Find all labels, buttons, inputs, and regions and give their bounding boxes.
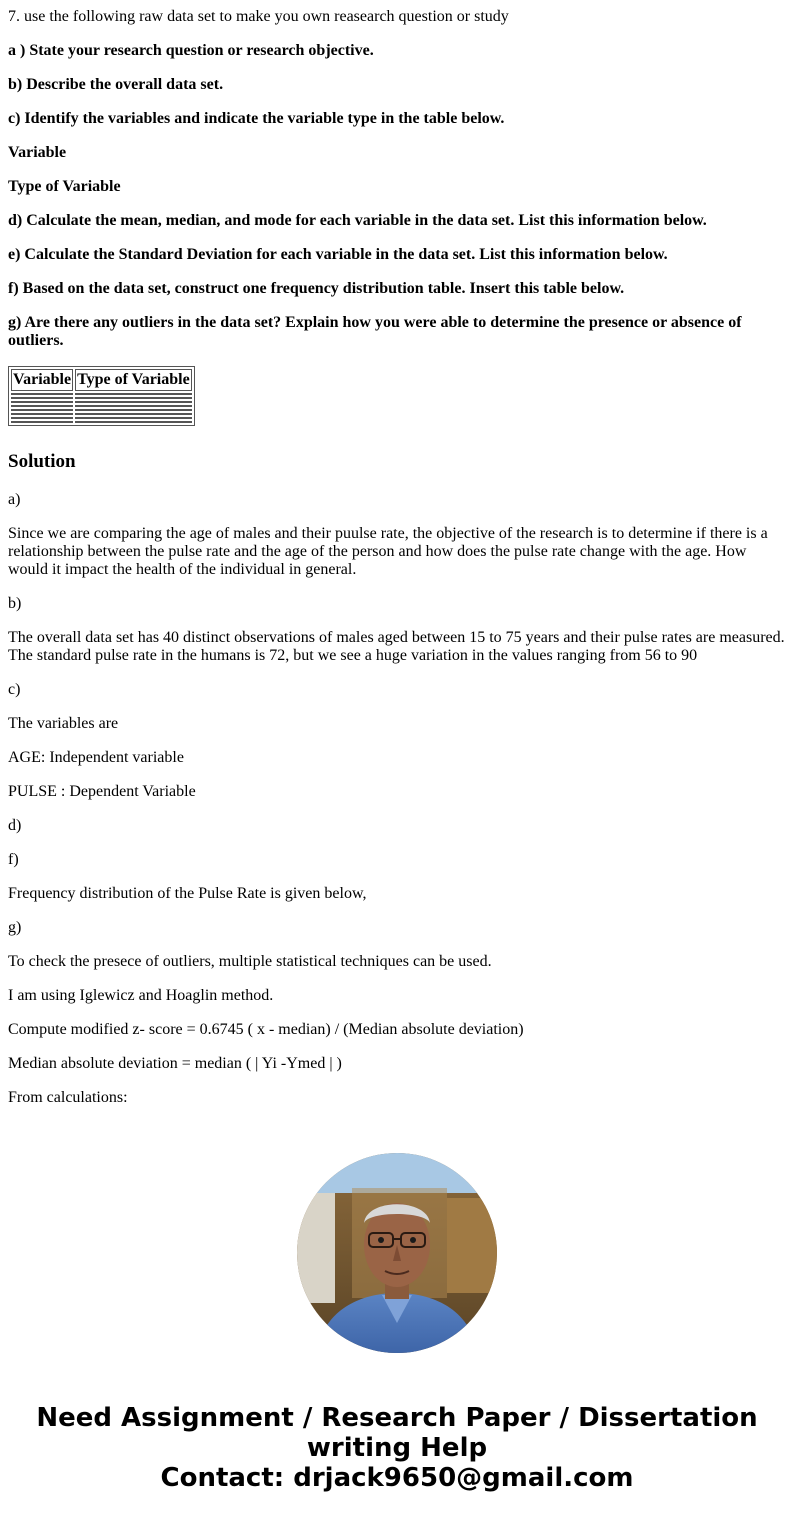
- table-header-variable: Variable: [11, 369, 73, 391]
- question-a: a ) State your research question or research objective.: [8, 42, 374, 59]
- solution-c-label: c): [8, 681, 21, 698]
- solution-b-text: The overall data set has 40 distinct observations of males aged between 15 to 75 years and their pulse rates are measured. The standard pulse rate in the humans is 72, but we see a huge variation in the values ranging from 56 to 90: [8, 629, 785, 664]
- table-row: [11, 413, 192, 415]
- tutor-photo-icon: [297, 1153, 497, 1353]
- question-g: g) Are there any outliers in the data set? Explain how you were able to determine the presence or absence of outliers.: [8, 314, 742, 349]
- table-cell: [75, 409, 192, 411]
- table-row: [11, 397, 192, 399]
- table-cell: [11, 397, 73, 399]
- solution-f-label: f): [8, 851, 19, 868]
- solution-c-intro: The variables are: [8, 715, 119, 732]
- table-cell: [11, 405, 73, 407]
- table-cell: [75, 405, 192, 407]
- solution-c-pulse: PULSE : Dependent Variable: [8, 783, 196, 800]
- question-b: b) Describe the overall data set.: [8, 76, 224, 93]
- solution-b-label: b): [8, 595, 22, 612]
- table-cell: [75, 421, 192, 423]
- solution-heading: Solution: [8, 451, 76, 472]
- solution-g-text3: Compute modified z- score = 0.6745 ( x - median) / (Median absolute deviation): [8, 1021, 524, 1038]
- table-cell: [11, 417, 73, 419]
- solution-g-text5: From calculations:: [8, 1089, 128, 1106]
- solution-g-text2: I am using Iglewicz and Hoaglin method.: [8, 987, 274, 1004]
- table-cell: [11, 401, 73, 403]
- table-header-type: Type of Variable: [75, 369, 192, 391]
- table-cell: [75, 393, 192, 395]
- solution-a-text: Since we are comparing the age of males and their puulse rate, the objective of the research is to determine if there is a relationship between the pulse rate and the age of the person and how does the pulse rate change with the age. How would it impact the health of the individual in general.: [8, 525, 768, 578]
- table-cell: [75, 417, 192, 419]
- variable-label: Variable: [8, 144, 67, 161]
- question-f: f) Based on the data set, construct one frequency distribution table. Insert this table below.: [8, 280, 625, 297]
- table-cell: [75, 413, 192, 415]
- solution-f-text: Frequency distribution of the Pulse Rate is given below,: [8, 885, 367, 902]
- help-banner: [0, 1403, 794, 1493]
- solution-a-label: a): [8, 491, 21, 508]
- table-row: [11, 405, 192, 407]
- question-e: e) Calculate the Standard Deviation for each variable in the data set. List this information below.: [8, 246, 668, 263]
- solution-g-text4: Median absolute deviation = median ( | Yi -Ymed | ): [8, 1055, 342, 1072]
- table-cell: [11, 393, 73, 395]
- table-cell: [75, 401, 192, 403]
- solution-g-text1: To check the presece of outliers, multiple statistical techniques can be used.: [8, 953, 492, 970]
- table-cell: [11, 413, 73, 415]
- table-cell: [75, 397, 192, 399]
- question-intro: 7. use the following raw data set to make you own reasearch question or study: [8, 8, 509, 25]
- table-row: [11, 401, 192, 403]
- question-c: c) Identify the variables and indicate the variable type in the table below.: [8, 110, 505, 127]
- tutor-avatar: [297, 1153, 497, 1353]
- table-row: [11, 409, 192, 411]
- table-row: [11, 421, 192, 423]
- question-d: d) Calculate the mean, median, and mode for each variable in the data set. List this information below.: [8, 212, 707, 229]
- table-row: [11, 417, 192, 419]
- variable-table: [8, 366, 195, 426]
- banner-line-2: writing Help: [306, 1433, 488, 1463]
- table-row: [11, 393, 192, 395]
- table-cell: [11, 421, 73, 423]
- solution-d-label: d): [8, 817, 22, 834]
- banner-line-1: Need Assignment / Research Paper / Dissertation: [36, 1403, 758, 1433]
- banner-contact: Contact: drjack9650@gmail.com: [160, 1463, 634, 1493]
- type-of-variable-label: Type of Variable: [8, 178, 121, 195]
- solution-c-age: AGE: Independent variable: [8, 749, 184, 766]
- table-cell: [11, 409, 73, 411]
- solution-g-label: g): [8, 919, 22, 936]
